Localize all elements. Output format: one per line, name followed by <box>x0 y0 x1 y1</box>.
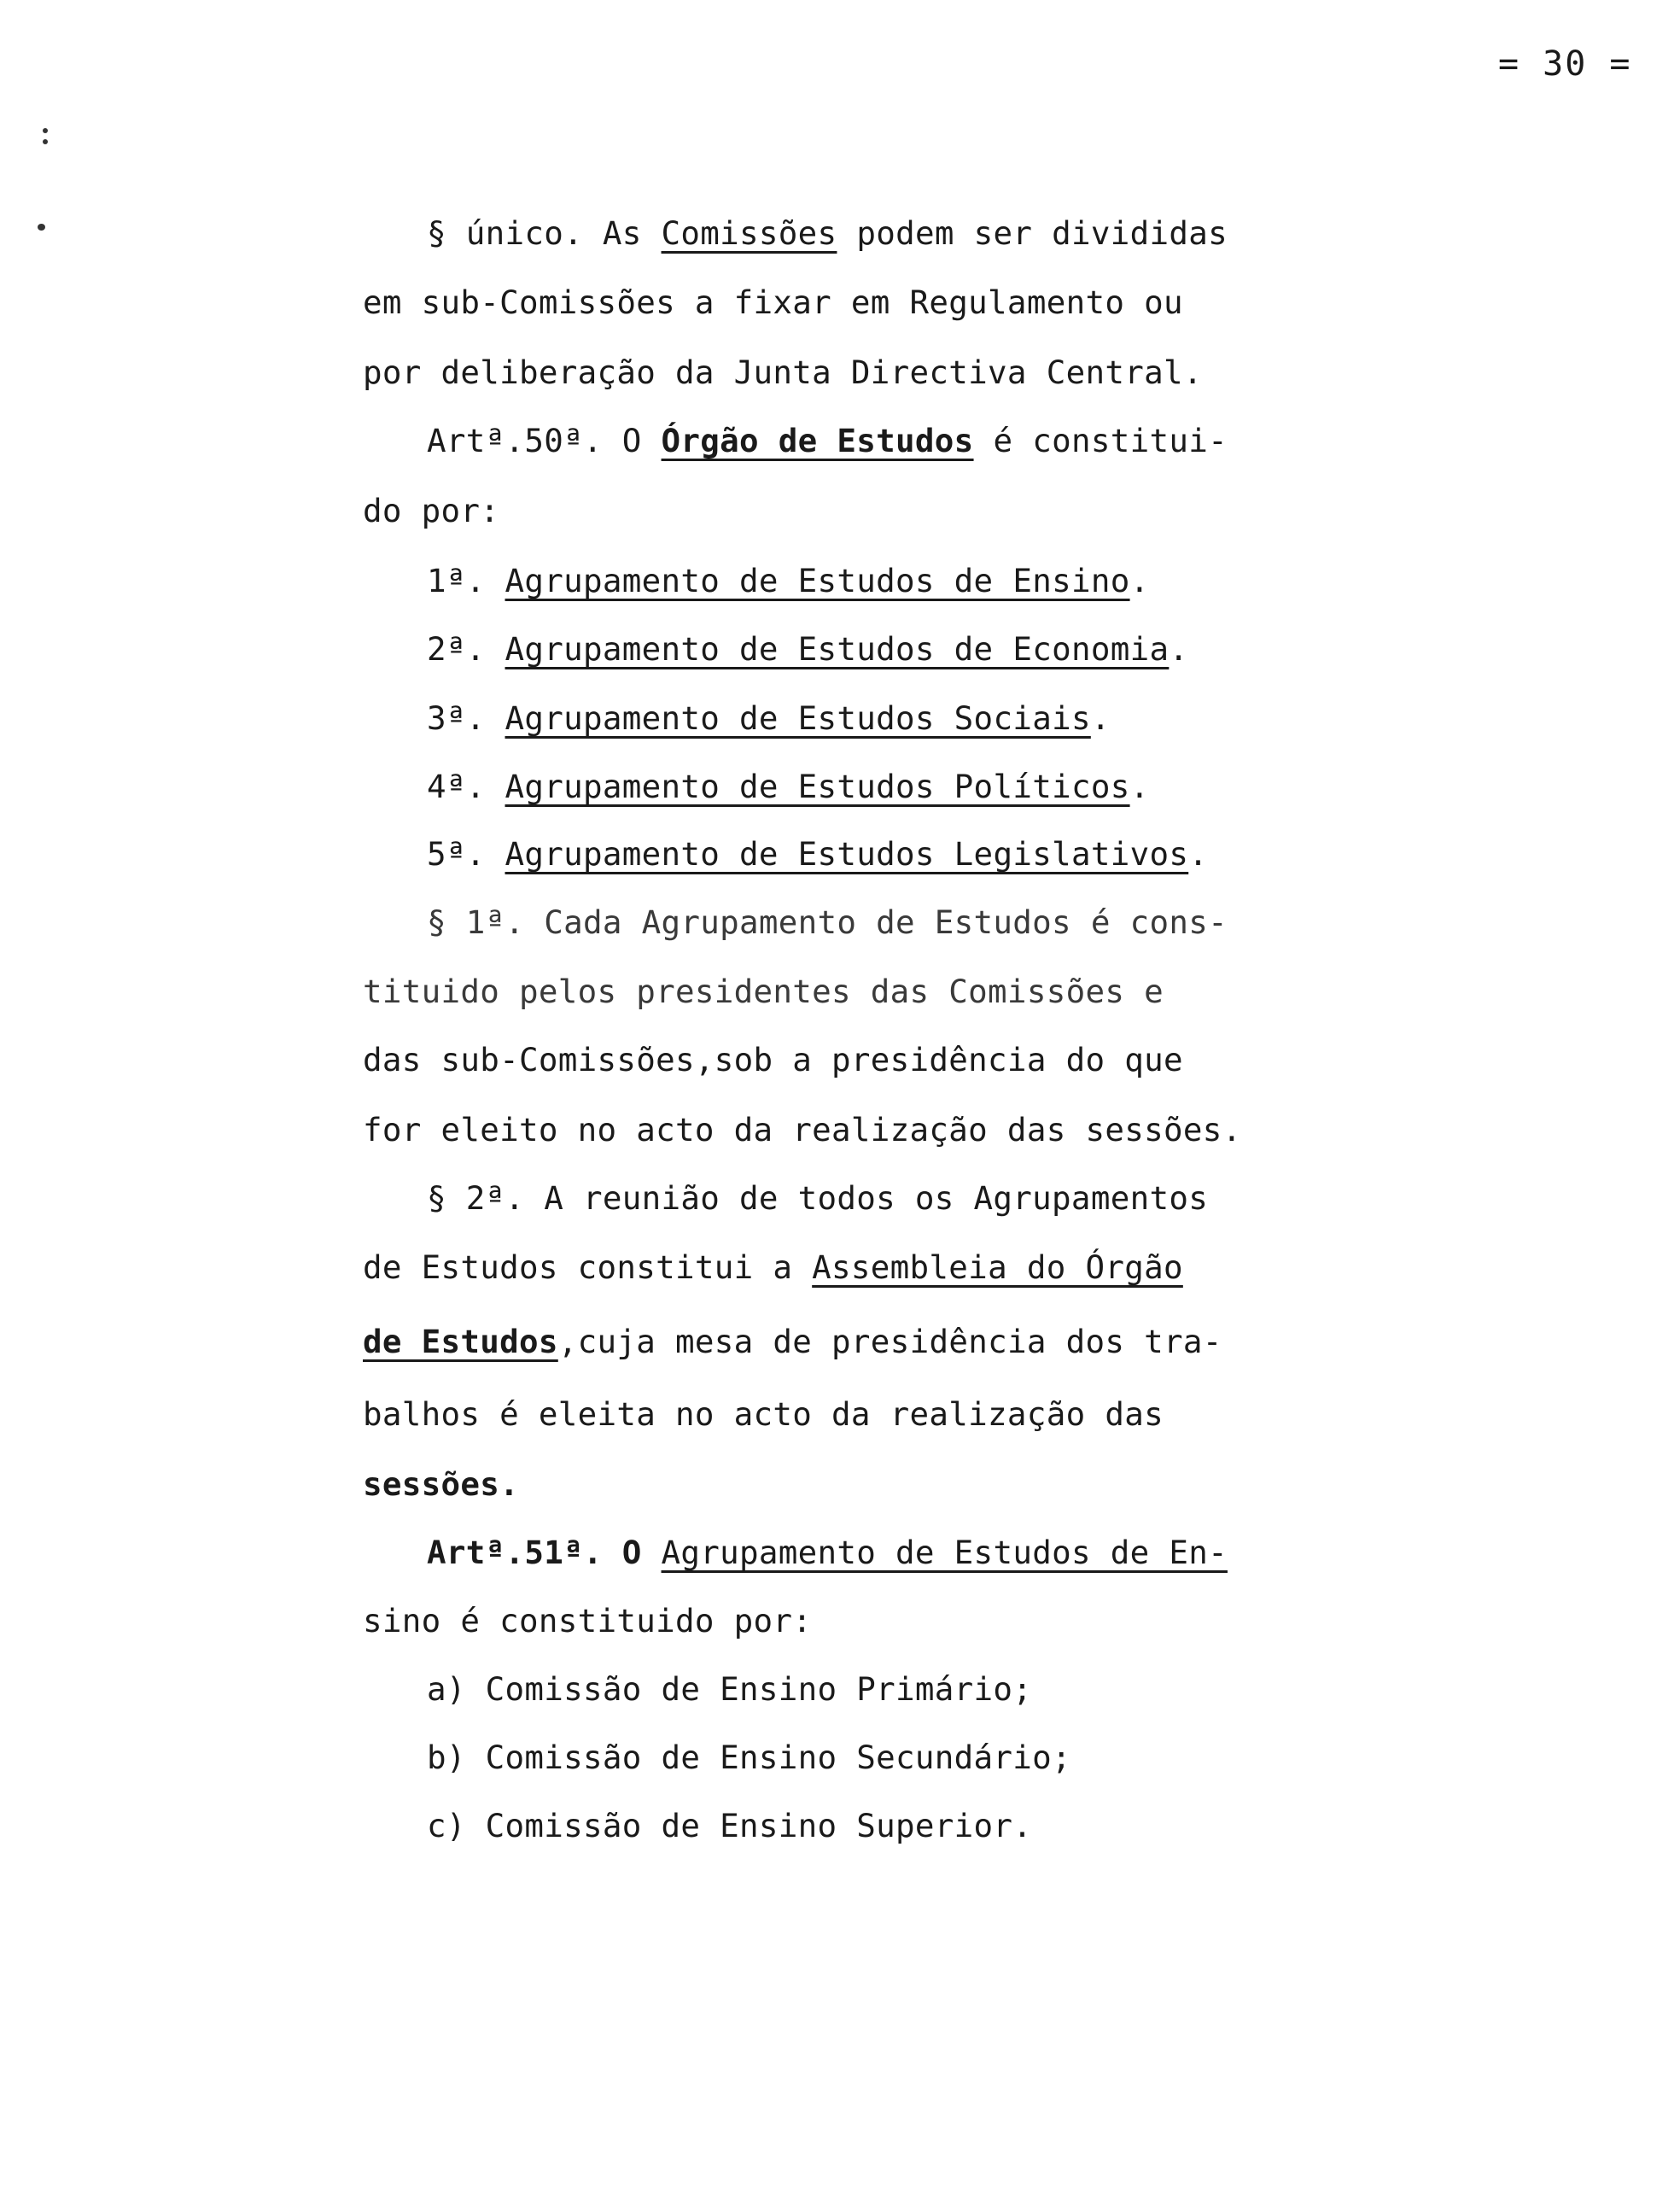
paragraph-1-line-4: for eleito no acto da realização das sessões. <box>363 1111 1242 1149</box>
commission-item-a: a) Comissão de Ensino Primário; <box>427 1670 1033 1708</box>
paragraph-2-line-2 <box>363 1248 1183 1286</box>
text-fragment: . <box>1129 768 1150 805</box>
article-50-line-2: do por: <box>363 492 500 529</box>
paragraph-2-line-3 <box>363 1323 1222 1360</box>
list-number: 1ª. <box>427 562 505 599</box>
list-item-5 <box>427 835 1209 873</box>
list-item-4 <box>427 768 1150 805</box>
article-51-line-1 <box>427 1534 1228 1571</box>
margin-speck <box>38 224 45 231</box>
underlined-term: Assembleia do Órgão <box>812 1248 1183 1286</box>
text-fragment: . <box>1188 835 1209 873</box>
text-fragment: . <box>1129 562 1150 599</box>
text-fragment: é constitui- <box>973 422 1228 459</box>
article-50-line-1 <box>427 422 1228 459</box>
text-fragment: de Estudos constitui a <box>363 1248 813 1286</box>
article-51-line-2: sino é constituido por: <box>363 1602 813 1640</box>
paragraph-1-line-2: tituido pelos presidentes das Comissões e <box>363 973 1164 1010</box>
paragraph-1-line-3: das sub-Comissões,sob a presidência do que <box>363 1041 1183 1078</box>
underlined-term: Agrupamento de Estudos Sociais <box>505 699 1091 737</box>
text-fragment: . <box>1169 630 1189 668</box>
list-number: 3ª. <box>427 699 505 737</box>
paragraph-unico-line-3: por deliberação da Junta Directiva Central. <box>363 354 1203 391</box>
paragraph-1-line-1: § 1ª. Cada Agrupamento de Estudos é cons- <box>427 903 1228 941</box>
paragraph-2-line-5: sessões. <box>363 1465 520 1503</box>
underlined-term: Agrupamento de Estudos de Ensino <box>505 562 1130 599</box>
underlined-term: Comissões <box>661 214 837 252</box>
text-fragment: Artª.50ª. O <box>427 422 662 459</box>
margin-speck <box>43 128 48 133</box>
paragraph-2-line-4: balhos é eleita no acto da realização das <box>363 1395 1164 1433</box>
text-fragment: . <box>1090 699 1111 737</box>
list-number: 2ª. <box>427 630 505 668</box>
underlined-term: Agrupamento de Estudos de En- <box>661 1534 1228 1571</box>
underlined-term: Agrupamento de Estudos Legislativos <box>505 835 1189 873</box>
margin-speck <box>43 139 48 144</box>
list-item-1 <box>427 562 1150 599</box>
page-number: = 30 = <box>1498 44 1632 84</box>
commission-item-b: b) Comissão de Ensino Secundário; <box>427 1739 1071 1776</box>
paragraph-unico-line-1 <box>427 214 1228 252</box>
paragraph-unico-line-2: em sub-Comissões a fixar em Regulamento ou <box>363 283 1183 321</box>
text-fragment: Artª.51ª. O <box>427 1534 662 1571</box>
list-item-2 <box>427 630 1189 668</box>
commission-item-c: c) Comissão de Ensino Superior. <box>427 1807 1033 1844</box>
list-number: 4ª. <box>427 768 505 805</box>
underlined-term: Agrupamento de Estudos de Economia <box>505 630 1170 668</box>
text-fragment: § único. As <box>427 214 662 252</box>
text-fragment: ,cuja mesa de presidência dos tra- <box>557 1323 1222 1360</box>
underlined-term: de Estudos <box>363 1323 558 1360</box>
underlined-term: Agrupamento de Estudos Políticos <box>505 768 1130 805</box>
paragraph-2-line-1: § 2ª. A reunião de todos os Agrupamentos <box>427 1179 1209 1217</box>
text-fragment: podem ser divididas <box>837 214 1228 252</box>
underlined-term: Órgão de Estudos <box>661 422 974 459</box>
list-number: 5ª. <box>427 835 505 873</box>
list-item-3 <box>427 699 1111 737</box>
